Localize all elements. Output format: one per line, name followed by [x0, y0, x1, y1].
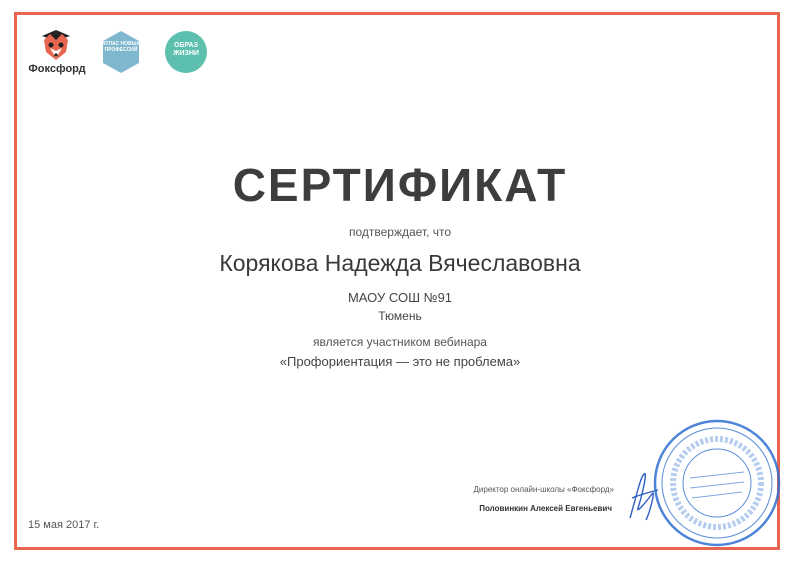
atlas-logo-text: АТЛАС НОВЫХ ПРОФЕССИЙ — [102, 41, 140, 53]
signer-name: Половинкин Алексей Евгеньевич — [479, 504, 612, 513]
signer-role: Директор онлайн-школы «Фоксфорд» — [473, 485, 614, 494]
official-stamp — [652, 418, 782, 548]
school-name: МАОУ СОШ №91 — [347, 290, 453, 305]
fox-icon — [36, 28, 76, 64]
certificate-date: 15 мая 2017 г. — [28, 519, 100, 531]
atlas-logo — [102, 30, 140, 74]
foxford-logo — [26, 28, 86, 76]
certificate-title: СЕРТИФИКАТ — [232, 159, 568, 211]
webinar-title: «Профориентация — это не проблема» — [279, 354, 521, 369]
logos-row — [26, 28, 226, 78]
person-name: Корякова Надежда Вячеславовна — [219, 250, 581, 276]
confirms-text: подтверждает, что — [348, 225, 452, 239]
obraz-logo-text: ОБРАЗ ЖИЗНИ — [173, 42, 199, 57]
foxford-logo-text: Фоксфорд — [28, 63, 86, 75]
city-name: Тюмень — [378, 309, 422, 323]
obraz-logo — [164, 30, 208, 74]
participant-role-text: является участником вебинара — [313, 335, 487, 349]
